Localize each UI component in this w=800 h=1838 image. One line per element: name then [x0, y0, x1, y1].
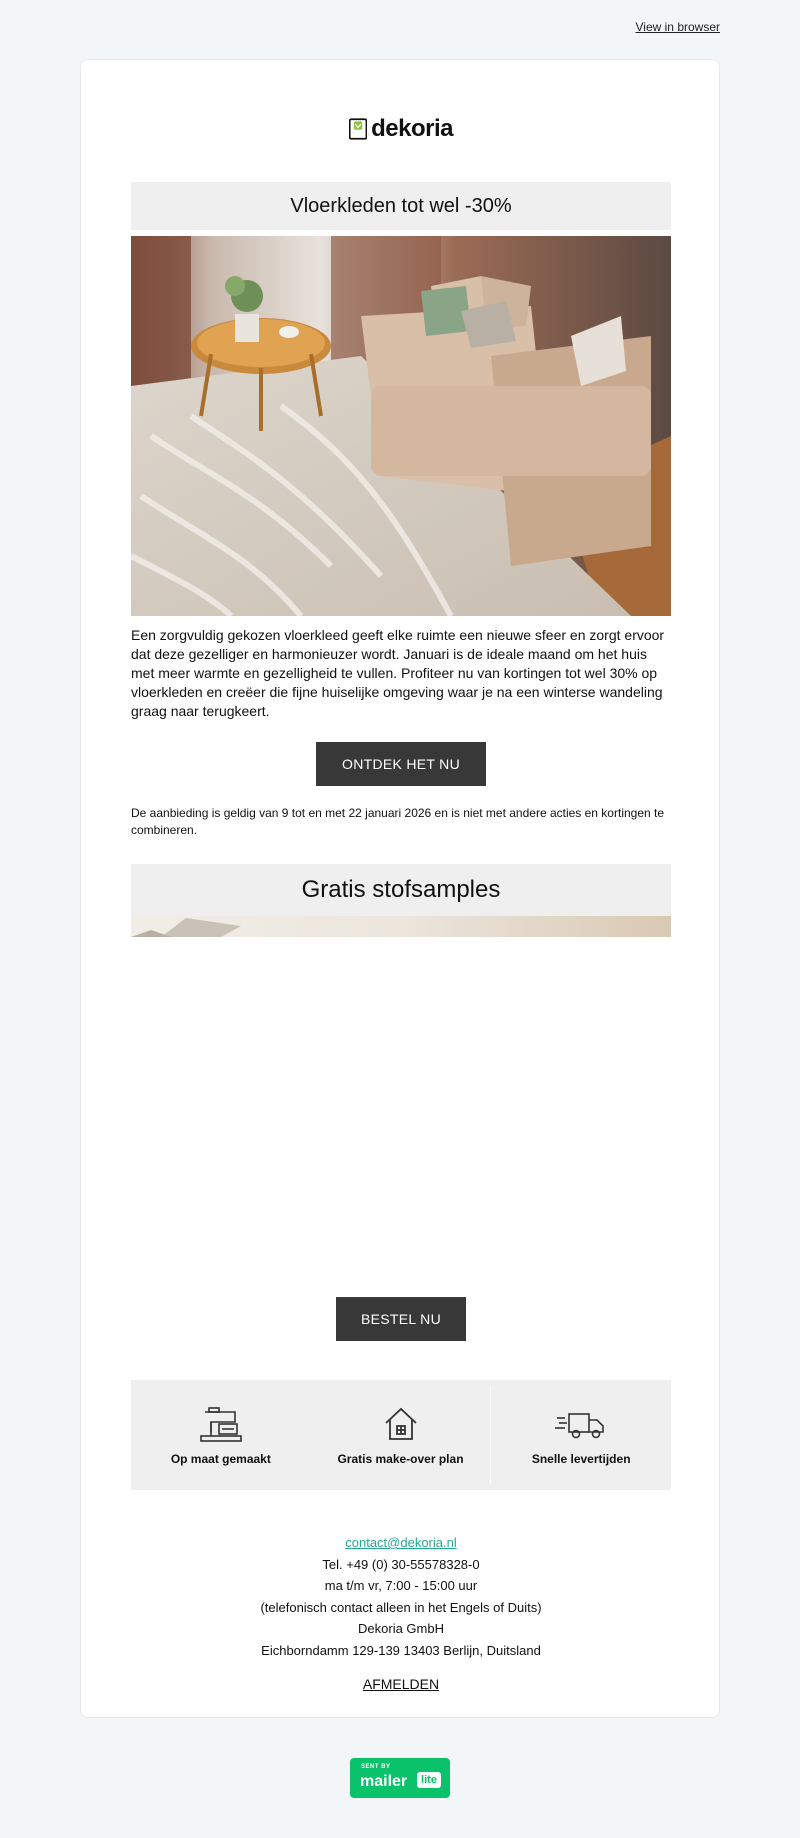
footer-address: Eichborndamm 129-139 13403 Berlijn, Duitsland: [261, 1642, 541, 1658]
rug-living-room-image[interactable]: [131, 236, 671, 616]
discover-now-button[interactable]: ONTDEK HET NU: [316, 742, 486, 786]
feature-label: Snelle levertijden: [531, 1452, 631, 1466]
order-now-button[interactable]: BESTEL NU: [336, 1297, 466, 1341]
feature-custom-made: [131, 1380, 311, 1490]
footer-phone: Tel. +49 (0) 30-55578328-0: [322, 1556, 480, 1572]
contact-email-link[interactable]: contact@dekoria.nl: [345, 1535, 457, 1550]
mailer-wordmark: mailer: [360, 1773, 408, 1790]
unsubscribe-link[interactable]: AFMELDEN: [362, 1676, 440, 1692]
feature-label: Op maat gemaakt: [170, 1452, 271, 1466]
dekoria-logo[interactable]: [349, 112, 453, 146]
feature-makeover-plan: [311, 1380, 491, 1490]
section1-body: Een zorgvuldig gekozen vloerkleed geeft elke ruimte een nieuwe sfeer en zorgt ervoor dat deze gezelliger en harmonieuzer wordt. Januari is de ideale maand om het huis met meer warmte en gezelligheid te vullen. Profiteer nu van kortingen tot wel 30% op vloerkleden en creëer die fijne huiselijke omgeving waar je na een winterse wandeling graag naar terugkeert.: [131, 627, 665, 719]
email-card: [80, 59, 720, 1718]
footer-hours: ma t/m vr, 7:00 - 15:00 uur: [324, 1578, 478, 1593]
sent-by-label: SENT BY: [361, 1764, 391, 1770]
footer-contact: [131, 1532, 671, 1661]
offer-disclaimer: De aanbieding is geldig van 9 tot en met 22 januari 2026 en is niet met andere acties en kortingen te combineren.: [131, 806, 665, 837]
footer-company: Dekoria GmbH: [358, 1621, 444, 1636]
fabric-samples-image[interactable]: [131, 916, 671, 937]
view-in-browser-link[interactable]: View in browser: [635, 20, 720, 34]
unsubscribe-wrap: [131, 1676, 671, 1694]
feature-label: Gratis make-over plan: [337, 1452, 464, 1466]
delivery-truck-icon: [555, 1404, 607, 1444]
logo-wordmark: dekoria: [371, 115, 453, 142]
sewing-machine-icon: [197, 1404, 245, 1444]
section1-title: Vloerkleden tot wel -30%: [131, 182, 671, 230]
lite-tag: lite: [417, 1772, 441, 1788]
feature-fast-delivery: [491, 1380, 671, 1490]
features-bar: [131, 1380, 671, 1490]
section2-title: Gratis stofsamples: [131, 864, 671, 916]
house-icon: [381, 1404, 421, 1444]
living-room-illustration: [131, 236, 671, 616]
mailerlite-badge[interactable]: [350, 1758, 450, 1798]
dekoria-logo-icon: [349, 114, 367, 144]
footer-language-note: (telefonisch contact alleen in het Engels of Duits): [260, 1599, 542, 1615]
fabric-samples-image-strip: [131, 916, 671, 937]
